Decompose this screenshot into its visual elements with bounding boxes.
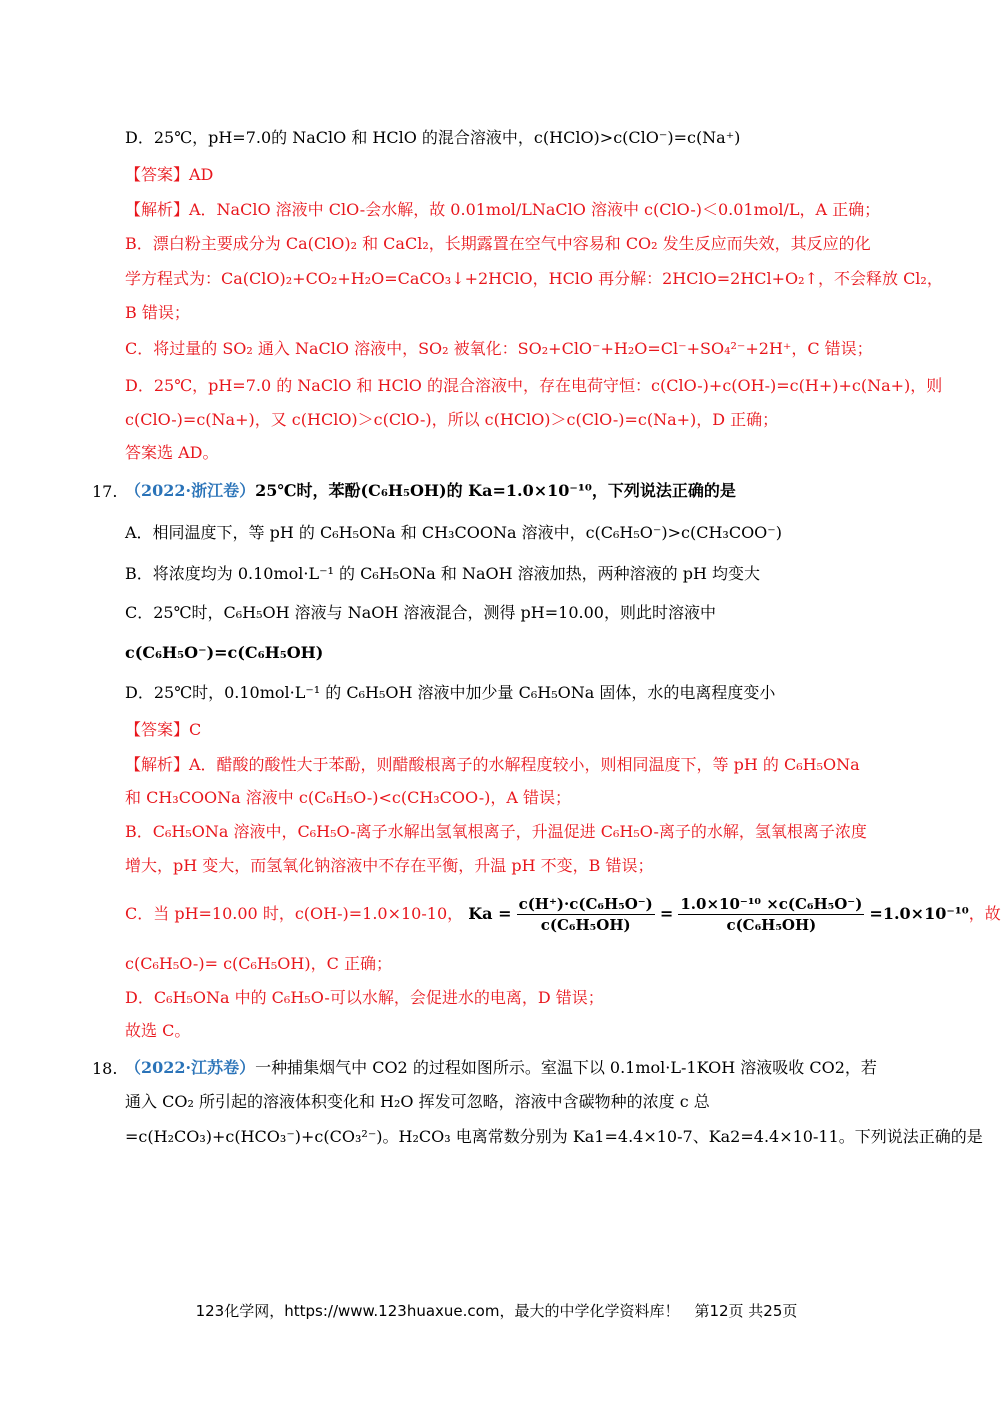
q17-option-c2: c(C₆H₅O⁻)=c(C₆H₅OH) — [125, 643, 324, 662]
option-d-prev: D．25℃，pH=7.0的 NaClO 和 HClO 的混合溶液中，c(HClO)>c(ClO⁻)=c(Na⁺) — [125, 128, 741, 147]
q17-explain-c-formula — [125, 892, 1001, 936]
q17-option-a: A．相同温度下，等 pH 的 C₆H₅ONa 和 CH₃COONa 溶液中，c(C₆H₅O⁻)>c(CH₃COO⁻) — [125, 523, 782, 542]
q17-number: 17. — [92, 482, 118, 501]
q17-explain-b1: B．C₆H₅ONa 溶液中，C₆H₅O-离子水解出氢氧根离子，升温促进 C₆H₅O-离子的水解，氢氧根离子浓度 — [125, 822, 867, 841]
q17-answer-select: 故选 C。 — [125, 1021, 191, 1040]
answer-prev: 【答案】AD — [125, 165, 214, 184]
q17-explain-a2: 和 CH₃COONa 溶液中 c(C₆H₅O-)<c(CH₃COO-)，A 错误； — [125, 788, 572, 807]
q17-source: （2022·浙江卷） — [125, 481, 256, 500]
explain-a: 【解析】A．NaClO 溶液中 ClO-会水解，故 0.01mol/LNaClO 溶液中 c(ClO-)＜0.01mol/L，A 正确； — [125, 200, 881, 219]
explain-b1: B．漂白粉主要成分为 Ca(ClO)₂ 和 CaCl₂，长期露置在空气中容易和 CO₂ 发生反应而失效，其反应的化 — [125, 234, 871, 253]
q17-answer: 【答案】C — [125, 720, 202, 739]
q18-number: 18. — [92, 1059, 118, 1078]
q17-explain-c-text: C．当 pH=10.00 时，c(OH-)=1.0×10-10， — [125, 904, 464, 923]
q17-explain-d: D．C₆H₅ONa 中的 C₆H₅O-可以水解，会促进水的电离，D 错误； — [125, 988, 604, 1007]
explain-d1: D．25℃，pH=7.0 的 NaClO 和 HClO 的混合溶液中，存在电荷守恒：c(ClO-)+c(OH-)=c(H+)+c(Na+)，则 — [125, 376, 943, 395]
explain-b2: 学方程式为：Ca(ClO)₂+CO₂+H₂O=CaCO₃↓+2HClO，HClO 再分解：2HClO=2HCl+O₂↑，不会释放 Cl₂， — [125, 269, 943, 288]
q17-option-c1: C．25℃时，C₆H₅OH 溶液与 NaOH 溶液混合，测得 pH=10.00，则此时溶液中 — [125, 603, 716, 622]
q17-explain-c2: c(C₆H₅O-)= c(C₆H₅OH)，C 正确； — [125, 954, 392, 973]
explain-c: C．将过量的 SO₂ 通入 NaClO 溶液中，SO₂ 被氧化：SO₂+ClO⁻+H₂O=Cl⁻+SO₄²⁻+2H⁺，C 错误； — [125, 339, 873, 358]
ka-lhs: Ka = — [468, 904, 512, 923]
q17-explain-b2: 增大，pH 变大，而氢氧化钠溶液中不存在平衡，升温 pH 不变，B 错误； — [125, 856, 654, 875]
explain-b3: B 错误； — [125, 303, 190, 322]
equals-sign: = — [659, 904, 674, 923]
answer-select: 答案选 AD。 — [125, 443, 219, 462]
ka-rhs: =1.0×10⁻¹⁰ — [869, 904, 969, 923]
fraction-2-numerator: 1.0×10⁻¹⁰ ×c(C₆H₅O⁻) — [680, 895, 863, 913]
q17-stem — [125, 481, 736, 501]
q18-stem3: =c(H₂CO₃)+c(HCO₃⁻)+c(CO₃²⁻)。H₂CO₃ 电离常数分别为 Ka1=4.4×10-7、Ka2=4.4×10-11。下列说法正确的是 — [125, 1127, 983, 1146]
fraction-1-denominator: c(C₆H₅OH) — [540, 916, 631, 934]
q17-explain-a1: 【解析】A．醋酸的酸性大于苯酚，则醋酸根离子的水解程度较小，则相同温度下，等 pH 的 C₆H₅ONa — [125, 755, 860, 774]
page-footer: 123化学网，https://www.123huaxue.com，最大的中学化学资料库！ 第12页 共25页 — [195, 1302, 798, 1320]
explain-d2: c(ClO-)=c(Na+)，又 c(HClO)＞c(ClO-)，所以 c(HClO)＞c(ClO-)=c(Na+)，D 正确； — [125, 410, 779, 429]
q17-option-b: B．将浓度均为 0.10mol·L⁻¹ 的 C₆H₅ONa 和 NaOH 溶液加热，两种溶液的 pH 均变大 — [125, 564, 761, 583]
fraction-1-numerator: c(H⁺)·c(C₆H₅O⁻) — [518, 895, 653, 913]
fraction-1 — [517, 894, 655, 935]
q18-source: （2022·江苏卷） — [125, 1058, 256, 1077]
fraction-2 — [678, 894, 864, 935]
q18-stem1-text: 一种捕集烟气中 CO2 的过程如图所示。室温下以 0.1mol·L-1KOH 溶液吸收 CO2，若 — [255, 1058, 877, 1077]
q18-stem1 — [125, 1058, 877, 1078]
q18-stem2: 通入 CO₂ 所引起的溶液体积变化和 H₂O 挥发可忽略，溶液中含碳物种的浓度 c 总 — [125, 1092, 710, 1111]
q17-stem-text: 25℃时，苯酚(C₆H₅OH)的 Ka=1.0×10⁻¹⁰，下列说法正确的是 — [255, 481, 736, 500]
q17-option-d: D．25℃时，0.10mol·L⁻¹ 的 C₆H₅OH 溶液中加少量 C₆H₅ONa 固体，水的电离程度变小 — [125, 683, 776, 702]
q17-explain-c-tail: ，故 — [968, 904, 1001, 923]
fraction-2-denominator: c(C₆H₅OH) — [726, 916, 817, 934]
